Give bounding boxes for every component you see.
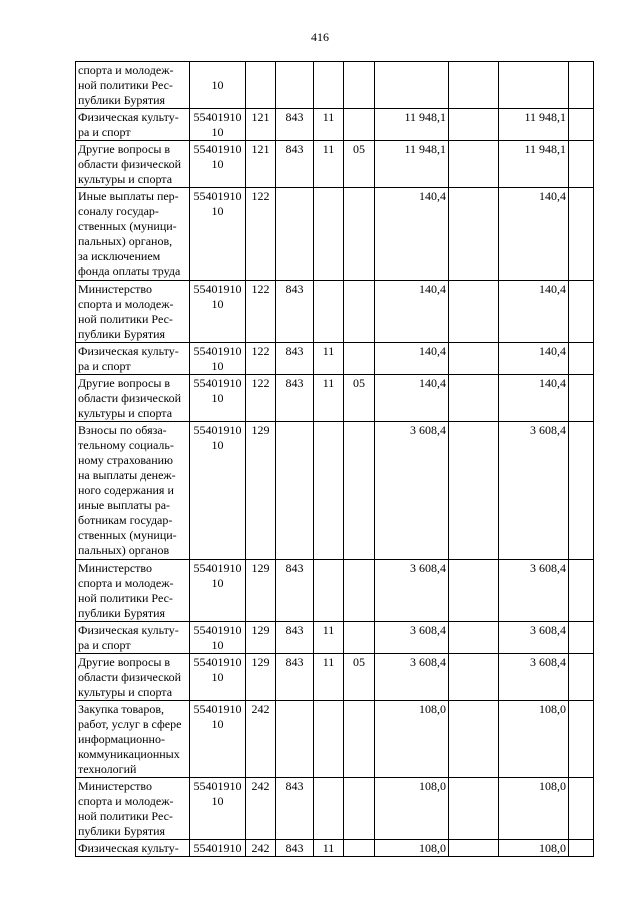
cell-subsection: 05: [344, 141, 375, 188]
table-row: [76, 375, 594, 422]
cell-section: 11: [314, 840, 344, 857]
table-body: [76, 62, 594, 857]
cell-target-code: [190, 281, 246, 343]
cell-empty: [569, 62, 594, 109]
cell-name: [76, 375, 190, 422]
name-line: публики Бурятия: [78, 824, 166, 838]
name-line: Другие вопросы в: [78, 142, 171, 156]
code-line: 10: [211, 78, 224, 92]
code-line: 10: [211, 359, 224, 373]
cell-amount-1: 11 948,1: [375, 141, 449, 188]
cell-empty: [569, 560, 594, 622]
code-line: 55401910: [193, 561, 242, 575]
cell-empty: [449, 422, 499, 560]
cell-amount-2: 108,0: [499, 840, 569, 857]
name-line: ному страхованию: [78, 453, 174, 467]
cell-ministry-code: [276, 422, 314, 560]
cell-subsection: [344, 422, 375, 560]
cell-amount-2: 3 608,4: [499, 622, 569, 654]
cell-subsection: [344, 281, 375, 343]
name-line: ра и спорт: [78, 125, 131, 139]
table-row: [76, 109, 594, 141]
cell-target-code: [190, 840, 246, 857]
cell-target-code: [190, 701, 246, 778]
name-line: ной политики Рес-: [78, 312, 173, 326]
cell-section: 11: [314, 375, 344, 422]
cell-section: [314, 281, 344, 343]
budget-table: [75, 61, 594, 857]
name-line: тельному социаль-: [78, 438, 174, 452]
cell-amount-1: 3 608,4: [375, 654, 449, 701]
cell-amount-1: 140,4: [375, 188, 449, 281]
cell-amount-2: [499, 62, 569, 109]
table-row: [76, 188, 594, 281]
cell-ministry-code: [276, 62, 314, 109]
cell-name: [76, 343, 190, 375]
name-line: культуры и спорта: [78, 685, 173, 699]
cell-expense-type: 129: [246, 422, 276, 560]
cell-amount-2: 108,0: [499, 778, 569, 840]
cell-expense-type: 122: [246, 343, 276, 375]
code-line: 10: [211, 576, 224, 590]
cell-expense-type: 242: [246, 840, 276, 857]
cell-ministry-code: 843: [276, 343, 314, 375]
cell-empty: [449, 701, 499, 778]
cell-name: [76, 701, 190, 778]
cell-empty: [569, 778, 594, 840]
code-line: 55401910: [193, 655, 242, 669]
cell-empty: [569, 109, 594, 141]
cell-amount-2: 3 608,4: [499, 560, 569, 622]
table-row: [76, 62, 594, 109]
name-line: Физическая культу-: [78, 110, 179, 124]
cell-empty: [569, 654, 594, 701]
name-line: пальных) органов: [78, 543, 170, 557]
code-line: 10: [211, 157, 224, 171]
cell-amount-2: 3 608,4: [499, 654, 569, 701]
cell-amount-1: 3 608,4: [375, 560, 449, 622]
code-line: 55401910: [193, 623, 242, 637]
cell-subsection: [344, 560, 375, 622]
cell-empty: [449, 375, 499, 422]
code-line: 10: [211, 717, 224, 731]
name-line: фонда оплаты труда: [78, 264, 181, 278]
cell-empty: [569, 622, 594, 654]
code-line: 55401910: [193, 841, 242, 855]
cell-subsection: [344, 109, 375, 141]
code-line: 55401910: [193, 344, 242, 358]
cell-target-code: [190, 141, 246, 188]
cell-section: 11: [314, 622, 344, 654]
cell-empty: [449, 281, 499, 343]
cell-amount-1: [375, 62, 449, 109]
cell-name: [76, 654, 190, 701]
cell-empty: [449, 778, 499, 840]
cell-name: [76, 109, 190, 141]
cell-section: 11: [314, 141, 344, 188]
cell-target-code: [190, 622, 246, 654]
cell-amount-2: 140,4: [499, 281, 569, 343]
cell-name: [76, 840, 190, 857]
cell-expense-type: 122: [246, 375, 276, 422]
cell-expense-type: [246, 62, 276, 109]
table-row: [76, 343, 594, 375]
name-line: области физической: [78, 157, 182, 171]
cell-name: [76, 422, 190, 560]
cell-section: [314, 560, 344, 622]
table-row: [76, 281, 594, 343]
cell-ministry-code: 843: [276, 109, 314, 141]
table-row: [76, 654, 594, 701]
table-row: [76, 622, 594, 654]
page-number: 416: [311, 30, 329, 44]
code-line: 10: [211, 638, 224, 652]
cell-subsection: [344, 622, 375, 654]
cell-name: [76, 560, 190, 622]
cell-target-code: [190, 778, 246, 840]
cell-target-code: [190, 375, 246, 422]
cell-empty: [569, 701, 594, 778]
cell-name: [76, 778, 190, 840]
name-line: ного содержания и: [78, 483, 174, 497]
cell-subsection: [344, 62, 375, 109]
cell-ministry-code: 843: [276, 622, 314, 654]
cell-section: 11: [314, 109, 344, 141]
name-line: на выплаты денеж-: [78, 468, 176, 482]
name-line: области физической: [78, 391, 182, 405]
name-line: Закупка товаров,: [78, 702, 164, 716]
name-line: информационно-: [78, 732, 165, 746]
cell-section: 11: [314, 654, 344, 701]
name-line: ной политики Рес-: [78, 591, 173, 605]
name-line: Иные выплаты пер-: [78, 189, 179, 203]
cell-subsection: 05: [344, 375, 375, 422]
cell-empty: [569, 281, 594, 343]
cell-amount-2: 11 948,1: [499, 141, 569, 188]
cell-amount-1: 108,0: [375, 778, 449, 840]
code-line: 55401910: [193, 142, 242, 156]
cell-amount-1: 140,4: [375, 281, 449, 343]
cell-ministry-code: 843: [276, 778, 314, 840]
code-line: 55401910: [193, 702, 242, 716]
name-line: Министерство: [78, 779, 152, 793]
name-line: спорта и молодеж-: [78, 297, 174, 311]
code-line: 55401910: [193, 376, 242, 390]
cell-target-code: [190, 62, 246, 109]
name-line: иные выплаты ра-: [78, 498, 171, 512]
cell-ministry-code: [276, 188, 314, 281]
name-line: коммуникационных: [78, 747, 180, 761]
cell-empty: [449, 109, 499, 141]
cell-amount-1: 108,0: [375, 701, 449, 778]
cell-amount-2: 140,4: [499, 375, 569, 422]
name-line: культуры и спорта: [78, 406, 173, 420]
cell-empty: [569, 375, 594, 422]
name-line: спорта и молодеж-: [78, 63, 174, 77]
code-line: 55401910: [193, 423, 242, 437]
cell-subsection: [344, 188, 375, 281]
table-row: [76, 422, 594, 560]
cell-empty: [449, 62, 499, 109]
cell-subsection: 05: [344, 654, 375, 701]
cell-ministry-code: 843: [276, 281, 314, 343]
cell-target-code: [190, 343, 246, 375]
cell-target-code: [190, 560, 246, 622]
name-line: ственных (муници-: [78, 528, 177, 542]
cell-section: [314, 701, 344, 778]
cell-section: 11: [314, 343, 344, 375]
code-line: 10: [211, 391, 224, 405]
cell-ministry-code: 843: [276, 560, 314, 622]
cell-section: [314, 422, 344, 560]
name-line: Министерство: [78, 561, 152, 575]
name-line: публики Бурятия: [78, 606, 166, 620]
name-line: технологий: [78, 762, 137, 776]
cell-empty: [569, 188, 594, 281]
cell-target-code: [190, 422, 246, 560]
cell-empty: [449, 560, 499, 622]
cell-section: [314, 188, 344, 281]
cell-empty: [449, 141, 499, 188]
name-line: ботникам государ-: [78, 513, 173, 527]
table-row: [76, 778, 594, 840]
cell-subsection: [344, 840, 375, 857]
code-line: 10: [211, 438, 224, 452]
cell-expense-type: 122: [246, 281, 276, 343]
cell-ministry-code: 843: [276, 654, 314, 701]
cell-ministry-code: 843: [276, 141, 314, 188]
cell-section: [314, 778, 344, 840]
cell-empty: [449, 654, 499, 701]
cell-name: [76, 62, 190, 109]
name-line: Физическая культу-: [78, 623, 179, 637]
cell-target-code: [190, 188, 246, 281]
cell-amount-2: 108,0: [499, 701, 569, 778]
table-row: [76, 141, 594, 188]
cell-amount-1: 3 608,4: [375, 422, 449, 560]
cell-empty: [569, 343, 594, 375]
cell-amount-2: 140,4: [499, 188, 569, 281]
code-line: 55401910: [193, 189, 242, 203]
name-line: за исключением: [78, 249, 161, 263]
cell-expense-type: 121: [246, 141, 276, 188]
name-line: публики Бурятия: [78, 93, 166, 107]
code-line: [192, 63, 243, 78]
name-line: Министерство: [78, 282, 152, 296]
cell-amount-2: 11 948,1: [499, 109, 569, 141]
cell-target-code: [190, 109, 246, 141]
cell-ministry-code: [276, 701, 314, 778]
cell-empty: [569, 840, 594, 857]
cell-amount-1: 108,0: [375, 840, 449, 857]
cell-name: [76, 141, 190, 188]
cell-name: [76, 188, 190, 281]
table-row: [76, 560, 594, 622]
table-row: [76, 840, 594, 857]
name-line: ра и спорт: [78, 359, 131, 373]
cell-expense-type: 122: [246, 188, 276, 281]
name-line: соналу государ-: [78, 204, 159, 218]
cell-expense-type: 121: [246, 109, 276, 141]
cell-expense-type: 129: [246, 622, 276, 654]
name-line: пальных) органов,: [78, 234, 173, 248]
code-line: 55401910: [193, 110, 242, 124]
cell-subsection: [344, 343, 375, 375]
name-line: Взносы по обяза-: [78, 423, 167, 437]
code-line: 10: [211, 125, 224, 139]
name-line: работ, услуг в сфере: [78, 717, 182, 731]
cell-name: [76, 281, 190, 343]
name-line: Другие вопросы в: [78, 655, 171, 669]
cell-section: [314, 62, 344, 109]
cell-expense-type: 242: [246, 701, 276, 778]
name-line: спорта и молодеж-: [78, 576, 174, 590]
cell-ministry-code: 843: [276, 840, 314, 857]
code-line: 10: [211, 670, 224, 684]
cell-empty: [449, 188, 499, 281]
cell-empty: [569, 141, 594, 188]
cell-amount-1: 140,4: [375, 375, 449, 422]
cell-expense-type: 129: [246, 654, 276, 701]
code-line: 55401910: [193, 282, 242, 296]
name-line: публики Бурятия: [78, 327, 166, 341]
code-line: 10: [211, 794, 224, 808]
name-line: Физическая культу-: [78, 841, 179, 855]
cell-empty: [569, 422, 594, 560]
cell-target-code: [190, 654, 246, 701]
name-line: области физической: [78, 670, 182, 684]
name-line: ной политики Рес-: [78, 78, 173, 92]
name-line: ственных (муници-: [78, 219, 177, 233]
cell-expense-type: 242: [246, 778, 276, 840]
cell-empty: [449, 343, 499, 375]
code-line: 55401910: [193, 779, 242, 793]
cell-subsection: [344, 778, 375, 840]
cell-subsection: [344, 701, 375, 778]
name-line: Другие вопросы в: [78, 376, 171, 390]
name-line: спорта и молодеж-: [78, 794, 174, 808]
cell-amount-1: 3 608,4: [375, 622, 449, 654]
cell-expense-type: 129: [246, 560, 276, 622]
name-line: Физическая культу-: [78, 344, 179, 358]
cell-ministry-code: 843: [276, 375, 314, 422]
cell-amount-2: 3 608,4: [499, 422, 569, 560]
name-line: культуры и спорта: [78, 172, 173, 186]
cell-amount-1: 11 948,1: [375, 109, 449, 141]
code-line: 10: [211, 204, 224, 218]
cell-amount-2: 140,4: [499, 343, 569, 375]
cell-empty: [449, 840, 499, 857]
code-line: 10: [211, 297, 224, 311]
name-line: ра и спорт: [78, 638, 131, 652]
name-line: ной политики Рес-: [78, 809, 173, 823]
cell-amount-1: 140,4: [375, 343, 449, 375]
cell-name: [76, 622, 190, 654]
cell-empty: [449, 622, 499, 654]
table-row: [76, 701, 594, 778]
